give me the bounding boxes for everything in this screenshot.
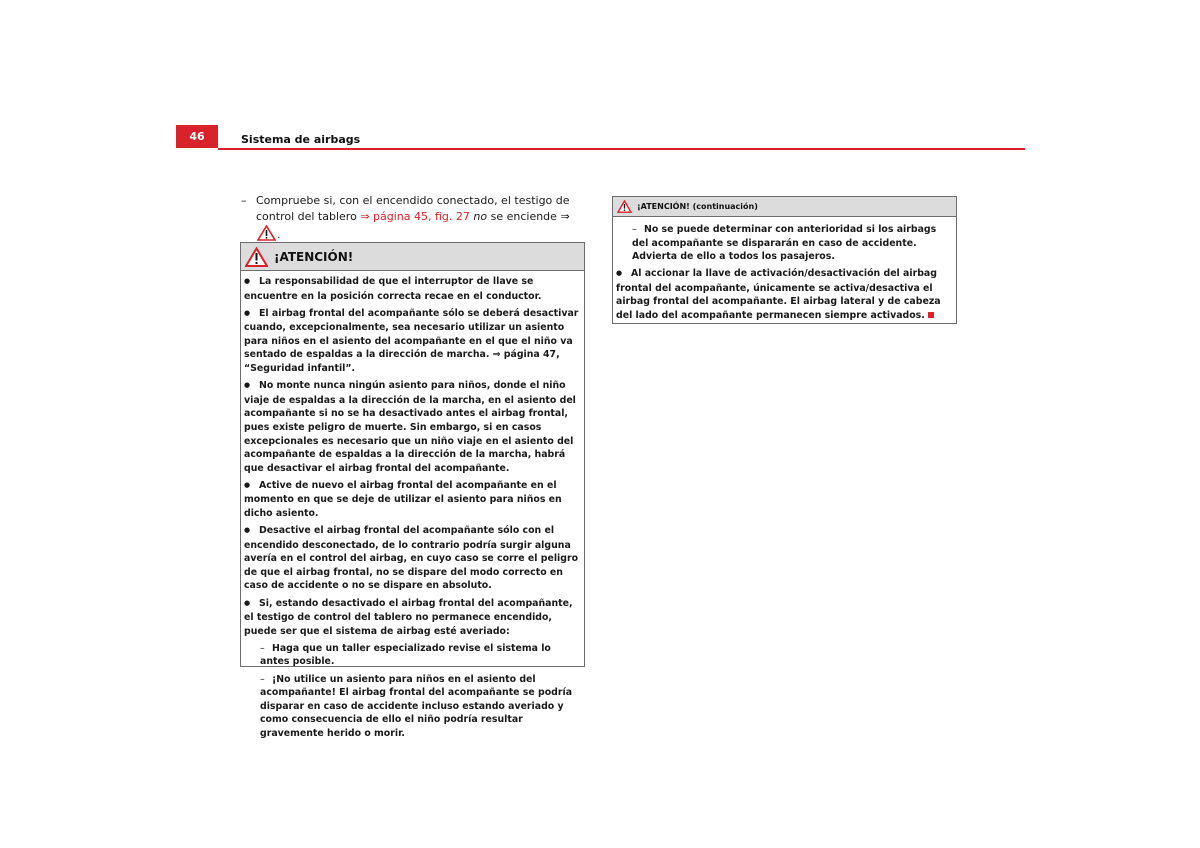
warning-item-text: La responsabilidad de que el interruptor de llave se encuentre en la posición correcta recae en el conductor. bbox=[244, 276, 542, 302]
warning-title: ¡ATENCIÓN! bbox=[274, 249, 354, 264]
warning-item-text: Desactive el airbag frontal del acompañante sólo con el encendido desconectado, de lo contrario podría surgir alguna avería en el control del airbag, en cuyo caso se corre el peligro de que el airbag frontal, no se dispare del modo correcto en caso de accidente o no se dispare en absoluto. bbox=[244, 525, 579, 592]
warning-item bbox=[244, 379, 580, 475]
warning-sub-item bbox=[616, 223, 952, 264]
bullet-icon bbox=[616, 267, 631, 282]
bullet-icon bbox=[244, 379, 259, 394]
warning-item-text: Al accionar la llave de activación/desactivación del airbag frontal del acompañante, únicamente se activa/desactiva el airbag frontal del acompañante. El airbag lateral y de cabeza del lado del acompañante permanecen siempre activados. bbox=[616, 268, 941, 322]
bullet-icon bbox=[244, 479, 259, 494]
bullet-icon bbox=[244, 597, 259, 612]
ref-arrow-2: ⇒ bbox=[560, 210, 570, 223]
warning-header bbox=[241, 243, 584, 271]
warning-body bbox=[241, 271, 584, 741]
warning-triangle-icon bbox=[617, 200, 632, 213]
warning-item bbox=[244, 597, 580, 639]
intro-step bbox=[241, 193, 586, 246]
warning-body bbox=[613, 217, 956, 323]
step-text bbox=[256, 193, 586, 246]
warning-header bbox=[613, 197, 956, 217]
bullet-icon bbox=[244, 524, 259, 539]
warning-sub-item-text: Haga que un taller especializado revise el sistema lo antes posible. bbox=[260, 642, 551, 668]
bullet-icon bbox=[244, 275, 259, 290]
sub-dash: – bbox=[260, 642, 265, 654]
step-dash: – bbox=[241, 194, 247, 207]
warning-item bbox=[616, 267, 952, 322]
section-title: Sistema de airbags bbox=[241, 133, 361, 146]
page-number: 46 bbox=[176, 125, 218, 148]
warning-item bbox=[244, 275, 580, 303]
warning-box-continued bbox=[612, 196, 957, 324]
warning-sub-item-text: No se puede determinar con anterioridad si los airbags del acompañante se dispararán en caso de accidente. Advierta de ello a todos los pasajeros. bbox=[632, 224, 937, 263]
emphasis-no: no bbox=[473, 210, 488, 223]
warning-item-text: No monte nunca ningún asiento para niños, donde el niño viaje de espaldas a la dirección de la marcha, en el asiento del acompañante si no se ha desactivado antes el airbag frontal, pues existe peligro de muerte. Sin embargo, si en casos excepcionales es necesario que un niño viaje en el asiento del acompañante de espaldas a la dirección de la marcha, habrá que desactivar el airbag frontal del acompañante. bbox=[244, 380, 576, 474]
warning-sub-item-text: ¡No utilice un asiento para niños en el asiento del acompañante! El airbag frontal del acompañante se podría disparar en caso de accidente incluso estando averiado y como consecuencia de ello el niño podría resultar gravemente herido o morir. bbox=[260, 673, 573, 739]
ref-arrow: ⇒ bbox=[360, 210, 370, 223]
step-text-3: se enciende bbox=[490, 210, 557, 223]
warning-item bbox=[244, 479, 580, 521]
warning-title: ¡ATENCIÓN! (continuación) bbox=[637, 202, 758, 211]
page-reference-link[interactable]: página 45, fig. 27 bbox=[373, 210, 470, 223]
warning-item-text: Active de nuevo el airbag frontal del acompañante en el momento en que se deje de utilizar el asiento para niños en dicho asiento. bbox=[244, 479, 562, 519]
warning-item bbox=[244, 307, 580, 376]
warning-box-main bbox=[240, 242, 585, 739]
end-of-section-icon bbox=[928, 312, 934, 318]
header-rule bbox=[218, 148, 1025, 150]
warning-sub-item bbox=[244, 673, 580, 741]
warning-item-text: El airbag frontal del acompañante sólo se deberá desactivar cuando, excepcionalmente, sea necesario utilizar un asiento para niños en el asiento del acompañante en el que el niño va sentado de espaldas a la dirección de marcha. ⇒ página 47, “Seguridad infantil”. bbox=[244, 307, 579, 375]
warning-triangle-icon bbox=[245, 247, 268, 267]
end-period: . bbox=[277, 228, 281, 241]
warning-item bbox=[244, 524, 580, 593]
warning-item-text: Si, estando desactivado el airbag frontal del acompañante, el testigo de control del tablero no permanece encendido, puede ser que el sistema de airbag esté averiado: bbox=[244, 597, 573, 637]
sub-dash: – bbox=[260, 673, 265, 685]
step-text-1: Compruebe si, con el encendido conectado, el testigo de control del tablero bbox=[256, 194, 570, 223]
bullet-icon bbox=[244, 307, 259, 322]
warning-sub-item bbox=[244, 642, 580, 669]
sub-dash: – bbox=[632, 224, 637, 235]
